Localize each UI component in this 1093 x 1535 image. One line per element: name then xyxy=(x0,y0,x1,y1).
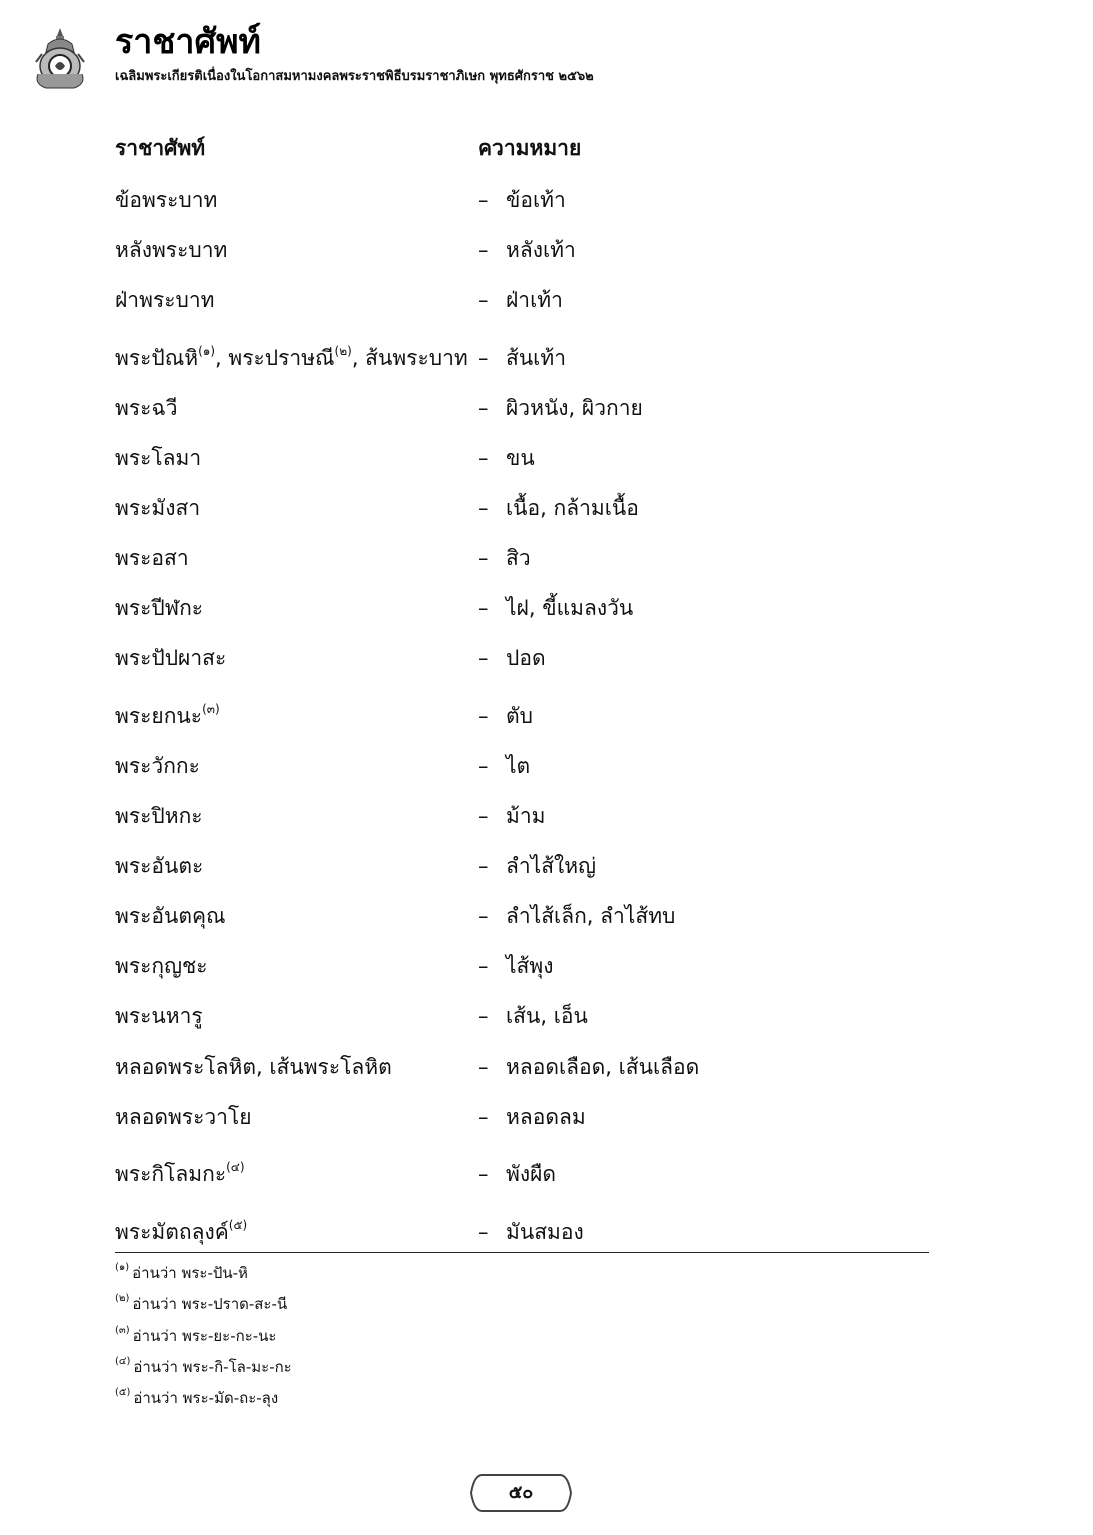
footnote-text: อ่านว่า พระ-ปราด-สะ-นี xyxy=(132,1295,288,1314)
page-subtitle: เฉลิมพระเกียรติเนื่องในโอกาสมหามงคลพระราชพิธีบรมราชาภิเษก พุทธศักราช ๒๕๖๒ xyxy=(115,69,594,84)
footnote-marker: (๒) xyxy=(334,343,352,358)
entry-word xyxy=(115,344,468,372)
entry-dash: – xyxy=(478,1219,489,1244)
entry-meaning: ผิวหนัง, ผิวกาย xyxy=(506,395,643,420)
entry-dash: – xyxy=(478,904,489,929)
footnote-text: อ่านว่า พระ-ปัน-หิ xyxy=(132,1264,248,1282)
entry-meaning: เนื้อ, กล้ามเนื้อ xyxy=(506,496,639,521)
footnote-mark: (๓) xyxy=(115,1324,130,1336)
meaning-column-header: ความหมาย xyxy=(478,136,582,160)
entry-dash: – xyxy=(478,1104,489,1129)
entry-dash: – xyxy=(478,288,489,313)
list-item xyxy=(115,1091,935,1141)
footnote-text: อ่านว่า พระ-มัด-ถะ-ลุง xyxy=(133,1389,279,1408)
footnote-marker: (๓) xyxy=(202,701,220,716)
entry-meaning: ฝ่าเท้า xyxy=(506,288,563,313)
entry-meaning: ไฝ, ขี้แมลงวัน xyxy=(506,596,634,621)
entry-word-part: พระมัตถลุงค์ xyxy=(115,1219,229,1244)
entry-meaning: เส้น, เอ็น xyxy=(506,1004,588,1029)
entry-dash: – xyxy=(478,445,489,470)
footnote-text: อ่านว่า พระ-ยะ-กะ-นะ xyxy=(132,1326,277,1345)
entry-word: ข้อพระบาท xyxy=(115,188,218,213)
entry-word: พระปิหกะ xyxy=(115,804,203,829)
entry-word: พระมังสา xyxy=(115,496,201,521)
list-item xyxy=(115,224,935,274)
list-item xyxy=(115,682,935,740)
entry-meaning: ส้นเท้า xyxy=(506,345,566,370)
entry-meaning: ไส้พุง xyxy=(506,954,554,979)
footnote-marker: (๕) xyxy=(228,1217,248,1232)
entry-meaning: หลอดลม xyxy=(506,1104,586,1129)
entry-word: พระกุญชะ xyxy=(115,954,208,979)
list-item xyxy=(115,990,935,1040)
entry-word xyxy=(115,1218,247,1246)
list-item xyxy=(115,1198,935,1256)
entry-word: หลอดพระวาโย xyxy=(115,1104,252,1129)
list-item xyxy=(115,1040,935,1090)
entry-word: พระอสา xyxy=(115,546,189,571)
word-column-header: ราชาศัพท์ xyxy=(115,136,206,160)
entry-word-part: พระยกนะ xyxy=(115,703,203,728)
footnote-mark: (๕) xyxy=(115,1387,131,1399)
list-item xyxy=(115,890,935,940)
list-item xyxy=(115,940,935,990)
entry-meaning: ตับ xyxy=(506,703,533,728)
footnotes xyxy=(115,1260,292,1416)
page-number: ๕๐ xyxy=(508,1482,534,1503)
footnote xyxy=(115,1260,292,1291)
entry-meaning: ม้าม xyxy=(506,804,546,829)
entry-dash: – xyxy=(478,546,489,571)
entry-meaning: ลำไส้ใหญ่ xyxy=(506,854,597,879)
list-item xyxy=(115,324,935,382)
list-item xyxy=(115,482,935,532)
entry-word: พระปัปผาสะ xyxy=(115,646,227,671)
entry-dash: – xyxy=(478,1054,489,1079)
entry-dash: – xyxy=(478,1004,489,1029)
entry-word: พระนหารู xyxy=(115,1004,203,1029)
vocabulary-list xyxy=(115,174,935,1256)
entry-dash: – xyxy=(478,954,489,979)
footnote xyxy=(115,1354,292,1385)
entry-meaning: ขน xyxy=(506,445,535,470)
entry-word: พระปีฬกะ xyxy=(115,596,204,621)
list-item xyxy=(115,532,935,582)
list-item xyxy=(115,740,935,790)
entry-word: พระฉวี xyxy=(115,395,178,420)
entry-dash: – xyxy=(478,753,489,778)
entry-dash: – xyxy=(478,238,489,263)
list-item xyxy=(115,582,935,632)
list-item xyxy=(115,790,935,840)
list-item xyxy=(115,632,935,682)
entry-word: ฝ่าพระบาท xyxy=(115,288,215,313)
footnote-mark: (๒) xyxy=(115,1293,130,1305)
entry-dash: – xyxy=(478,496,489,521)
footnote-divider xyxy=(115,1252,929,1253)
list-item xyxy=(115,840,935,890)
column-headers xyxy=(115,132,935,166)
entry-word: หลังพระบาท xyxy=(115,238,228,263)
entry-dash: – xyxy=(478,596,489,621)
footnote-text: อ่านว่า พระ-กิ-โล-มะ-กะ xyxy=(133,1357,292,1376)
footnote xyxy=(115,1385,292,1416)
list-item xyxy=(115,174,935,224)
entry-word: พระอันตะ xyxy=(115,854,204,879)
entry-word-part: , พระปราษณี xyxy=(215,345,335,370)
list-item xyxy=(115,1141,935,1199)
entry-word-part: พระปัณหิ xyxy=(115,345,199,370)
entry-meaning: หลอดเลือด, เส้นเลือด xyxy=(506,1054,700,1079)
list-item xyxy=(115,382,935,432)
footnote-mark: (๔) xyxy=(115,1355,131,1367)
entry-dash: – xyxy=(478,646,489,671)
footnote-marker: (๑) xyxy=(198,343,216,358)
entry-meaning: ข้อเท้า xyxy=(506,188,566,213)
entry-meaning: ปอด xyxy=(506,646,546,671)
entry-word: พระโลมา xyxy=(115,445,202,470)
entry-meaning: ไต xyxy=(506,753,531,778)
entry-word: พระอันตคุณ xyxy=(115,904,226,929)
entry-word-part: , ส้นพระบาท xyxy=(351,345,468,370)
entry-meaning: พังผืด xyxy=(506,1162,557,1187)
entry-dash: – xyxy=(478,345,489,370)
footnote xyxy=(115,1323,292,1354)
entry-meaning: ลำไส้เล็ก, ลำไส้ทบ xyxy=(506,904,676,929)
footnote-marker: (๔) xyxy=(226,1160,245,1175)
entry-word: พระวักกะ xyxy=(115,753,200,778)
list-item xyxy=(115,432,935,482)
entry-meaning: สิว xyxy=(506,546,531,571)
entry-meaning: มันสมอง xyxy=(506,1219,584,1244)
footnote-mark: (๑) xyxy=(115,1262,130,1273)
entry-word: หลอดพระโลหิต, เส้นพระโลหิต xyxy=(115,1054,392,1079)
entry-meaning: หลังเท้า xyxy=(506,238,576,263)
entry-dash: – xyxy=(478,703,489,728)
entry-word-part: พระกิโลมกะ xyxy=(115,1162,227,1187)
entry-dash: – xyxy=(478,854,489,879)
royal-emblem-icon xyxy=(30,26,90,92)
entry-dash: – xyxy=(478,1162,489,1187)
list-item xyxy=(115,274,935,324)
entry-dash: – xyxy=(478,188,489,213)
entry-dash: – xyxy=(478,804,489,829)
entry-dash: – xyxy=(478,395,489,420)
entry-word xyxy=(115,1160,245,1188)
footnote xyxy=(115,1291,292,1322)
entry-word xyxy=(115,702,220,730)
page-title: ราชาศัพท์ xyxy=(115,22,261,62)
